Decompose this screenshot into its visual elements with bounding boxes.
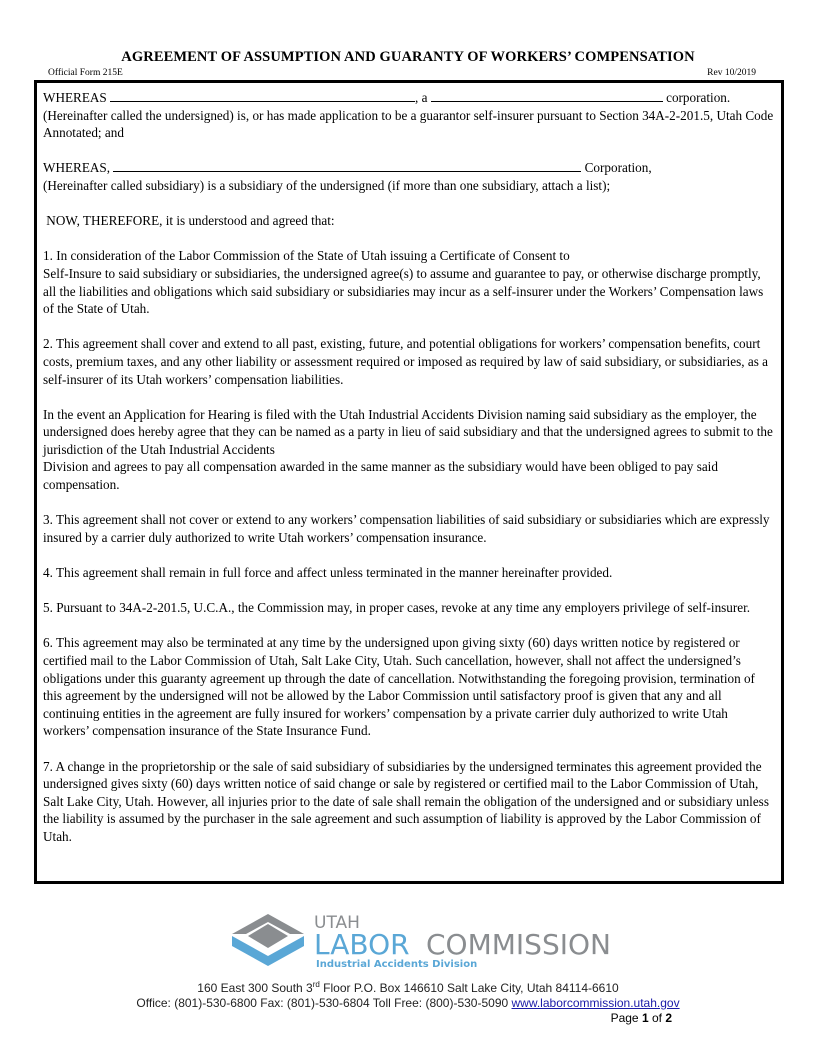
logo-mark-icon	[232, 914, 304, 966]
contact-numbers: Office: (801)-530-6800 Fax: (801)-530-6804 Toll Free: (800)-530-5090	[136, 996, 512, 1010]
clause-hearing-text-b: Division and agrees to pay all compensation awarded in the same manner as the subsidiary would have been obliged to pay said compensation.	[43, 459, 718, 493]
undersigned-name-field[interactable]	[110, 89, 415, 102]
corporation-label: Corporation,	[584, 160, 652, 176]
whereas-label: WHEREAS,	[43, 160, 111, 176]
whereas-label: WHEREAS	[43, 90, 107, 105]
labor-commission-logo	[230, 912, 611, 970]
footer-address	[0, 980, 816, 995]
clause-1-text: Self-Insure to said subsidiary or subsidiaries, the undersigned agree(s) to assume and guarantee to pay, or otherwise discharge promptly, all the liabilities and obligations which said subsidiary or subsidiaries may incur as a self-insurer under the Workers’ Compensation laws of the State of Utah.	[43, 265, 764, 317]
address-sup: rd	[312, 980, 320, 989]
subsidiary-name-field[interactable]	[113, 159, 581, 172]
page-number	[611, 1011, 672, 1025]
page-total: 2	[665, 1011, 672, 1025]
page-current: 1	[641, 1011, 649, 1025]
clause-7: 7. A change in the proprietorship or the sale of said subsidiary of subsidiaries by the undersigned terminates this agreement provided the undersigned gives sixty (60) days written notice of said change or sale by registered or certified mail to the Labor Commission of Utah, Salt Lake City, Utah. However, all injuries prior to the date of sale shall remain the obligation of the undersigned and or subsidiary unless the liability is assumed by the purchaser in the sale agreement and such assumption of liability is approved by the Labor Commission of Utah.	[43, 758, 769, 844]
clause-hearing	[43, 406, 777, 494]
website-link[interactable]: www.laborcommission.utah.gov	[511, 996, 680, 1010]
clause-1	[43, 247, 777, 317]
whereas-undersigned-text: (Hereinafter called the undersigned) is, or has made application to be a guarantor self-insurer pursuant to Section 34A-2-201.5, Utah Code Annotated; and	[43, 107, 774, 141]
logo-division: Industrial Accidents Division	[316, 959, 478, 970]
agreement-box	[34, 80, 784, 884]
footer-contact	[0, 996, 816, 1010]
clause-2: 2. This agreement shall cover and extend to all past, existing, future, and potential obligations for workers’ compensation benefits, court costs, premium taxes, and any other liability or assessment required or imposed as required by law of said subsidiary, or subsidiaries, as a self-insurer of its Utah workers’ compensation liabilities.	[43, 336, 769, 387]
agreement-content	[43, 89, 777, 846]
now-therefore: NOW, THEREFORE, it is understood and agreed that:	[43, 213, 335, 229]
clause-3: 3. This agreement shall not cover or extend to any workers’ compensation liabilities of said subsidiary or subsidiaries which are expressly insured by a carrier duly authorized to write Utah workers’ compensation insurance.	[43, 512, 770, 545]
whereas-subsidiary-text: (Hereinafter called subsidiary) is a subsidiary of the undersigned (if more than one subsidiary, attach a list);	[43, 177, 611, 193]
page-of: of	[648, 1011, 666, 1025]
clause-4: 4. This agreement shall remain in full force and affect unless terminated in the manner hereinafter provided.	[43, 565, 613, 581]
clause-6: 6. This agreement may also be terminated at any time by the undersigned upon giving sixty (60) days written notice by registered or certified mail to the Labor Commission of Utah, Salt Lake City, Utah. Such cancellation, however, shall not affect the undersigned’s obligations under this guaranty agreement up through the date of cancellation. Notwithstanding the foregoing provision, termination of this agreement by the undersigned will not be allowed by the Labor Commission until satisfactory proof is given that any and all continuing entities in the agreement are fully insured for workers’ compensation by a private carrier duly authorized to write Utah workers’ compensation insurance of the State Insurance Fund.	[43, 635, 755, 739]
address-part-2: Floor P.O. Box 146610 Salt Lake City, Utah 84114-6610	[319, 981, 619, 995]
corporation-label: corporation.	[666, 90, 731, 105]
whereas-subsidiary	[43, 159, 777, 194]
logo-commission: COMMISSION	[426, 928, 611, 961]
logo-labor: LABOR	[314, 928, 410, 961]
undersigned-state-field[interactable]	[431, 89, 663, 102]
whereas-undersigned	[43, 89, 777, 142]
address-part-1: 160 East 300 South 3	[197, 981, 313, 995]
clause-1-line-1: 1. In consideration of the Labor Commission of the State of Utah issuing a Certificate of Consent to	[43, 248, 570, 264]
form-title: AGREEMENT OF ASSUMPTION AND GUARANTY OF WORKERS’ COMPENSATION	[121, 49, 695, 65]
whereas-a-label: , a	[415, 90, 428, 105]
logo-utah: UTAH	[314, 913, 360, 933]
form-revision: Rev 10/2019	[707, 68, 756, 78]
page-word: Page	[610, 1011, 642, 1025]
clause-5: 5. Pursuant to 34A-2-201.5, U.C.A., the Commission may, in proper cases, revoke at any time any employers privilege of self-insurer.	[43, 600, 751, 616]
clause-hearing-text-a: In the event an Application for Hearing is filed with the Utah Industrial Accidents Division naming said subsidiary as the employer, the undersigned does hereby agree that they can be named as a party in lieu of said subsidiary and that the undersigned agrees to submit to the jurisdiction of the Utah Industrial Accidents	[43, 406, 773, 457]
form-number: Official Form 215E	[48, 68, 123, 78]
